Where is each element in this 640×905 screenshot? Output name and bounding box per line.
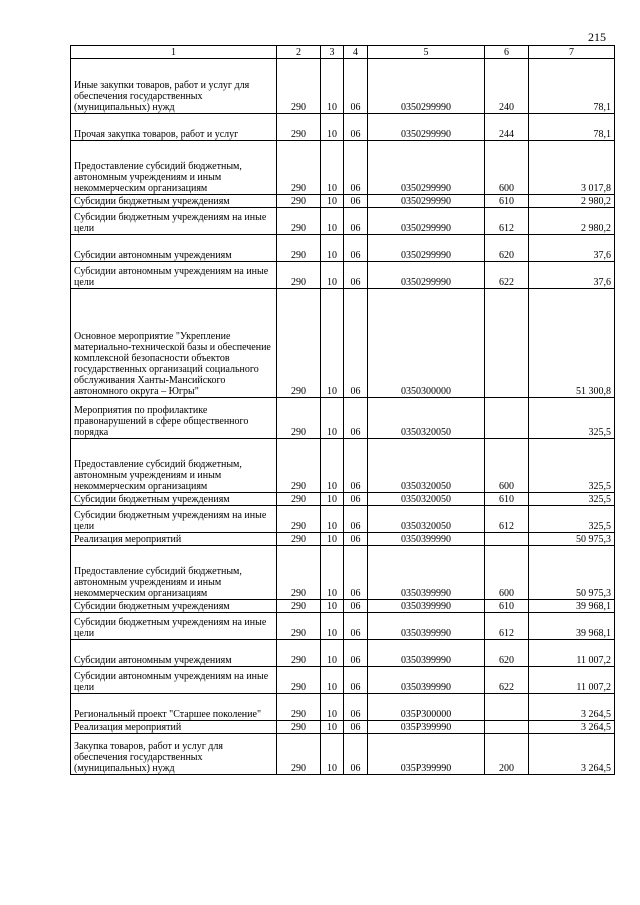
row-expense-type: 200 bbox=[485, 734, 529, 775]
row-section: 10 bbox=[321, 694, 344, 721]
table-row bbox=[71, 59, 615, 114]
row-subsection: 06 bbox=[344, 195, 368, 208]
row-code: 290 bbox=[277, 506, 321, 533]
table-row bbox=[71, 640, 615, 667]
row-target-article: 0350299990 bbox=[368, 114, 485, 141]
row-subsection: 06 bbox=[344, 208, 368, 235]
row-target-article: 0350399990 bbox=[368, 640, 485, 667]
row-subsection: 06 bbox=[344, 734, 368, 775]
row-code: 290 bbox=[277, 667, 321, 694]
row-expense-type: 244 bbox=[485, 114, 529, 141]
row-name: Прочая закупка товаров, работ и услуг bbox=[71, 114, 277, 141]
row-subsection: 06 bbox=[344, 694, 368, 721]
row-section: 10 bbox=[321, 208, 344, 235]
row-expense-type: 620 bbox=[485, 235, 529, 262]
row-code: 290 bbox=[277, 600, 321, 613]
row-name: Реализация мероприятий bbox=[71, 533, 277, 546]
table-row bbox=[71, 439, 615, 493]
row-section: 10 bbox=[321, 59, 344, 114]
row-target-article: 0350320050 bbox=[368, 398, 485, 439]
row-amount: 2 980,2 bbox=[529, 195, 615, 208]
row-amount: 325,5 bbox=[529, 398, 615, 439]
row-subsection: 06 bbox=[344, 640, 368, 667]
row-section: 10 bbox=[321, 734, 344, 775]
row-name: Субсидии бюджетным учреждениям bbox=[71, 493, 277, 506]
row-code: 290 bbox=[277, 533, 321, 546]
row-name: Мероприятия по профилактике правонарушений в сфере общественного порядка bbox=[71, 398, 277, 439]
row-name: Предоставление субсидий бюджетным, автономным учреждениям и иным некоммерческим организациям bbox=[71, 141, 277, 195]
row-target-article: 0350320050 bbox=[368, 493, 485, 506]
row-target-article: 0350299990 bbox=[368, 59, 485, 114]
row-expense-type bbox=[485, 533, 529, 546]
row-name: Закупка товаров, работ и услуг для обеспечения государственных (муниципальных) нужд bbox=[71, 734, 277, 775]
header-col-6: 6 bbox=[485, 46, 529, 59]
row-expense-type: 600 bbox=[485, 546, 529, 600]
row-amount: 39 968,1 bbox=[529, 613, 615, 640]
table-row bbox=[71, 493, 615, 506]
row-expense-type bbox=[485, 398, 529, 439]
row-code: 290 bbox=[277, 195, 321, 208]
row-amount: 3 264,5 bbox=[529, 694, 615, 721]
header-col-2: 2 bbox=[277, 46, 321, 59]
row-target-article: 0350320050 bbox=[368, 506, 485, 533]
row-target-article: 0350299990 bbox=[368, 195, 485, 208]
row-expense-type: 620 bbox=[485, 640, 529, 667]
row-amount: 50 975,3 bbox=[529, 533, 615, 546]
row-name: Реализация мероприятий bbox=[71, 721, 277, 734]
row-subsection: 06 bbox=[344, 600, 368, 613]
row-name: Иные закупки товаров, работ и услуг для обеспечения государственных (муниципальных) нужд bbox=[71, 59, 277, 114]
row-name: Субсидии бюджетным учреждениям на иные цели bbox=[71, 613, 277, 640]
table-row bbox=[71, 694, 615, 721]
row-amount: 3 264,5 bbox=[529, 721, 615, 734]
row-target-article: 0350320050 bbox=[368, 439, 485, 493]
row-code: 290 bbox=[277, 141, 321, 195]
table-row bbox=[71, 546, 615, 600]
row-target-article: 0350299990 bbox=[368, 262, 485, 289]
row-subsection: 06 bbox=[344, 533, 368, 546]
row-expense-type: 240 bbox=[485, 59, 529, 114]
row-name: Субсидии автономным учреждениям на иные цели bbox=[71, 667, 277, 694]
row-amount: 78,1 bbox=[529, 59, 615, 114]
table-row bbox=[71, 141, 615, 195]
page-number: 215 bbox=[588, 30, 606, 44]
row-expense-type: 612 bbox=[485, 506, 529, 533]
row-code: 290 bbox=[277, 640, 321, 667]
row-code: 290 bbox=[277, 114, 321, 141]
row-section: 10 bbox=[321, 114, 344, 141]
row-section: 10 bbox=[321, 613, 344, 640]
row-name: Субсидии автономным учреждениям на иные цели bbox=[71, 262, 277, 289]
row-amount: 37,6 bbox=[529, 235, 615, 262]
row-section: 10 bbox=[321, 667, 344, 694]
row-subsection: 06 bbox=[344, 114, 368, 141]
table-row bbox=[71, 721, 615, 734]
row-amount: 3 264,5 bbox=[529, 734, 615, 775]
row-code: 290 bbox=[277, 493, 321, 506]
row-subsection: 06 bbox=[344, 506, 368, 533]
row-target-article: 0350399990 bbox=[368, 546, 485, 600]
table-row bbox=[71, 506, 615, 533]
header-col-4: 4 bbox=[344, 46, 368, 59]
row-subsection: 06 bbox=[344, 667, 368, 694]
row-amount: 39 968,1 bbox=[529, 600, 615, 613]
row-amount: 325,5 bbox=[529, 493, 615, 506]
row-subsection: 06 bbox=[344, 493, 368, 506]
row-code: 290 bbox=[277, 613, 321, 640]
table-row bbox=[71, 235, 615, 262]
row-name: Предоставление субсидий бюджетным, автономным учреждениям и иным некоммерческим организациям bbox=[71, 546, 277, 600]
row-subsection: 06 bbox=[344, 235, 368, 262]
row-target-article: 035P399990 bbox=[368, 734, 485, 775]
table-row bbox=[71, 734, 615, 775]
row-section: 10 bbox=[321, 439, 344, 493]
row-subsection: 06 bbox=[344, 613, 368, 640]
row-subsection: 06 bbox=[344, 262, 368, 289]
row-expense-type: 612 bbox=[485, 208, 529, 235]
row-code: 290 bbox=[277, 59, 321, 114]
row-amount: 50 975,3 bbox=[529, 546, 615, 600]
row-subsection: 06 bbox=[344, 439, 368, 493]
row-subsection: 06 bbox=[344, 398, 368, 439]
row-code: 290 bbox=[277, 289, 321, 398]
row-expense-type bbox=[485, 289, 529, 398]
row-target-article: 035P399990 bbox=[368, 721, 485, 734]
row-code: 290 bbox=[277, 694, 321, 721]
table-row bbox=[71, 114, 615, 141]
row-expense-type: 600 bbox=[485, 141, 529, 195]
row-name: Субсидии бюджетным учреждениям на иные цели bbox=[71, 208, 277, 235]
row-name: Субсидии автономным учреждениям bbox=[71, 235, 277, 262]
row-code: 290 bbox=[277, 262, 321, 289]
header-col-1: 1 bbox=[71, 46, 277, 59]
row-expense-type bbox=[485, 721, 529, 734]
table-row bbox=[71, 289, 615, 398]
row-section: 10 bbox=[321, 546, 344, 600]
row-section: 10 bbox=[321, 493, 344, 506]
row-target-article: 0350300000 bbox=[368, 289, 485, 398]
row-section: 10 bbox=[321, 640, 344, 667]
row-target-article: 0350299990 bbox=[368, 235, 485, 262]
row-amount: 37,6 bbox=[529, 262, 615, 289]
row-expense-type bbox=[485, 694, 529, 721]
row-code: 290 bbox=[277, 734, 321, 775]
row-amount: 2 980,2 bbox=[529, 208, 615, 235]
row-code: 290 bbox=[277, 546, 321, 600]
header-col-3: 3 bbox=[321, 46, 344, 59]
row-section: 10 bbox=[321, 195, 344, 208]
table-row bbox=[71, 667, 615, 694]
row-code: 290 bbox=[277, 208, 321, 235]
row-target-article: 0350299990 bbox=[368, 141, 485, 195]
row-target-article: 035P300000 bbox=[368, 694, 485, 721]
row-expense-type: 610 bbox=[485, 195, 529, 208]
row-amount: 325,5 bbox=[529, 506, 615, 533]
row-name: Субсидии автономным учреждениям bbox=[71, 640, 277, 667]
row-section: 10 bbox=[321, 289, 344, 398]
table-row bbox=[71, 600, 615, 613]
table-body bbox=[71, 59, 615, 775]
row-code: 290 bbox=[277, 398, 321, 439]
table-row bbox=[71, 398, 615, 439]
row-expense-type: 610 bbox=[485, 600, 529, 613]
row-name: Субсидии бюджетным учреждениям на иные цели bbox=[71, 506, 277, 533]
row-code: 290 bbox=[277, 721, 321, 734]
table-row bbox=[71, 262, 615, 289]
row-name: Региональный проект "Старшее поколение" bbox=[71, 694, 277, 721]
header-col-5: 5 bbox=[368, 46, 485, 59]
row-section: 10 bbox=[321, 533, 344, 546]
row-subsection: 06 bbox=[344, 289, 368, 398]
row-target-article: 0350399990 bbox=[368, 667, 485, 694]
row-expense-type: 622 bbox=[485, 667, 529, 694]
row-code: 290 bbox=[277, 439, 321, 493]
row-section: 10 bbox=[321, 262, 344, 289]
row-section: 10 bbox=[321, 600, 344, 613]
row-section: 10 bbox=[321, 235, 344, 262]
row-target-article: 0350399990 bbox=[368, 600, 485, 613]
table-row bbox=[71, 613, 615, 640]
row-name: Субсидии бюджетным учреждениям bbox=[71, 600, 277, 613]
row-expense-type: 622 bbox=[485, 262, 529, 289]
row-name: Предоставление субсидий бюджетным, автономным учреждениям и иным некоммерческим организациям bbox=[71, 439, 277, 493]
row-name: Основное мероприятие "Укрепление материально-технической базы и обеспечение комплексной безопасности объектов государственных организаций социального обслуживания Ханты-Мансийского автономного округа – Югры" bbox=[71, 289, 277, 398]
row-amount: 78,1 bbox=[529, 114, 615, 141]
row-target-article: 0350399990 bbox=[368, 533, 485, 546]
row-target-article: 0350399990 bbox=[368, 613, 485, 640]
row-subsection: 06 bbox=[344, 546, 368, 600]
row-section: 10 bbox=[321, 721, 344, 734]
row-amount: 325,5 bbox=[529, 439, 615, 493]
budget-table bbox=[70, 45, 615, 775]
row-amount: 3 017,8 bbox=[529, 141, 615, 195]
row-section: 10 bbox=[321, 506, 344, 533]
row-subsection: 06 bbox=[344, 59, 368, 114]
row-code: 290 bbox=[277, 235, 321, 262]
row-section: 10 bbox=[321, 398, 344, 439]
row-expense-type: 610 bbox=[485, 493, 529, 506]
table-row bbox=[71, 195, 615, 208]
row-target-article: 0350299990 bbox=[368, 208, 485, 235]
row-expense-type: 612 bbox=[485, 613, 529, 640]
table-row bbox=[71, 533, 615, 546]
row-subsection: 06 bbox=[344, 721, 368, 734]
row-subsection: 06 bbox=[344, 141, 368, 195]
row-expense-type: 600 bbox=[485, 439, 529, 493]
table-header bbox=[71, 46, 615, 59]
header-col-7: 7 bbox=[529, 46, 615, 59]
row-section: 10 bbox=[321, 141, 344, 195]
row-amount: 51 300,8 bbox=[529, 289, 615, 398]
table-row bbox=[71, 208, 615, 235]
row-amount: 11 007,2 bbox=[529, 667, 615, 694]
header-row bbox=[71, 46, 615, 59]
row-name: Субсидии бюджетным учреждениям bbox=[71, 195, 277, 208]
row-amount: 11 007,2 bbox=[529, 640, 615, 667]
